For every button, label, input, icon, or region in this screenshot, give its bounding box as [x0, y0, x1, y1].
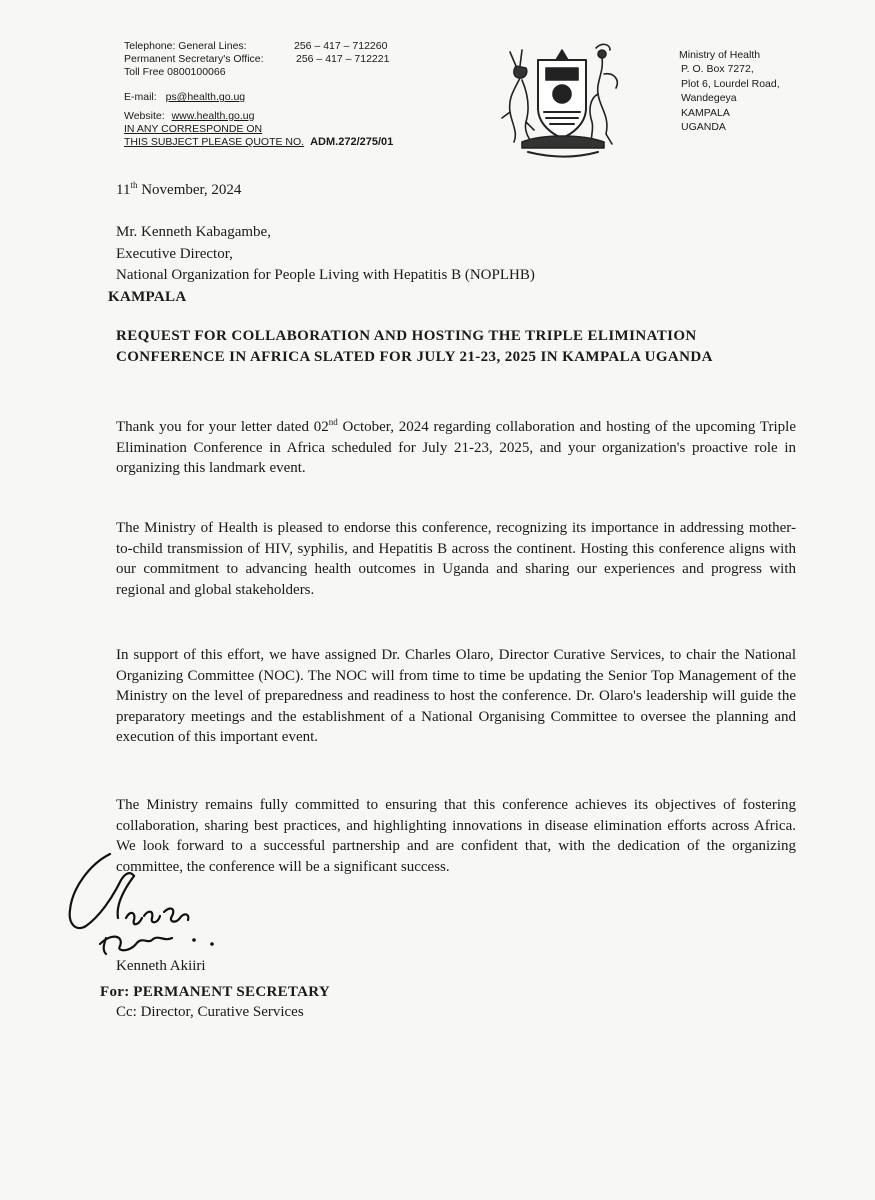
paragraph-1-part-a: Thank you for your letter dated 02	[116, 419, 329, 435]
correspondence-line-1: IN ANY CORRESPONDE ON	[124, 123, 263, 135]
ps-office-row	[124, 53, 393, 66]
general-lines-number: 256 – 417 – 712260	[294, 40, 388, 52]
email-link[interactable]: ps@health.go.ug	[165, 91, 246, 103]
cc-line: Cc: Director, Curative Services	[116, 1004, 304, 1020]
general-lines-label: Telephone: General Lines:	[124, 40, 247, 52]
website-label: Website:	[124, 110, 165, 122]
paragraph-2: The Ministry of Health is pleased to endorse this conference, recognizing its importance in addressing mother-to-child transmission of HIV, syphilis, and Hepatitis B across the continent. Hosting this conference aligns with our commitment to advancing health outcomes in Uganda and sharing our experiences and progress with regional and global stakeholders.	[116, 520, 796, 598]
paragraph-1	[116, 412, 796, 479]
email-label: E-mail:	[124, 91, 157, 103]
address-line: UGANDA	[681, 121, 726, 134]
paragraph-3: In support of this effort, we have assigned Dr. Charles Olaro, Director Curative Services, to chair the National Organizing Committee (NOC). The NOC will from time to time be updating the Senior Top Management of the Ministry on the level of preparedness and readiness to host the conference. Dr. Olaro's leadership will guide the preparatory meetings and the establishment of a National Organising Committee to oversee the planning and execution of this important event.	[116, 647, 796, 745]
recipient-block	[108, 222, 535, 308]
address-line: P. O. Box 7272,	[681, 63, 754, 76]
ps-office-label: Permanent Secretary's Office:	[124, 53, 264, 65]
uganda-coat-of-arms-icon	[492, 38, 632, 158]
website-row	[124, 110, 393, 123]
paragraph-4: The Ministry remains fully committed to ensuring that this conference achieves its objectives of fostering collaboration, sharing best practices, and highlighting innovations in disease elimination efforts across Africa. We look forward to a successful partnership and are confident that, with the dedication of the organizing committee, the conference will be a significant success.	[116, 797, 796, 875]
for-prefix: For:	[100, 984, 130, 1000]
correspondence-line-2: THIS SUBJECT PLEASE QUOTE NO.	[124, 136, 305, 148]
date-rest: November, 2024	[137, 182, 242, 198]
reference-line	[124, 136, 393, 149]
recipient-title: Executive Director,	[116, 245, 233, 262]
date-day: 11	[116, 182, 131, 198]
recipient-organization: National Organization for People Living with Hepatitis B (NOPLHB)	[116, 267, 535, 283]
recipient-name: Mr. Kenneth Kabagambe,	[116, 224, 271, 240]
date-suffix: th	[130, 180, 138, 190]
address-line: Ministry of Health	[679, 49, 761, 61]
handwritten-signature	[60, 840, 260, 960]
ps-office-number: 256 – 417 – 712221	[296, 53, 390, 65]
address-line: Wandegeya	[681, 92, 737, 105]
reference-number: ADM.272/275/01	[310, 136, 394, 148]
recipient-city: KAMPALA	[108, 288, 187, 305]
for-title: PERMANENT SECRETARY	[133, 984, 330, 1000]
letter-date	[116, 180, 241, 199]
toll-free: Toll Free 0800100066	[124, 66, 226, 78]
signatory-line	[100, 984, 330, 1001]
website-link[interactable]: www.health.go.ug	[171, 110, 255, 122]
contact-block	[124, 40, 393, 149]
general-lines-row	[124, 40, 393, 53]
address-line: Plot 6, Lourdel Road,	[681, 77, 780, 90]
email-row	[124, 91, 393, 104]
signer-name: Kenneth Akiiri	[116, 958, 206, 974]
ministry-address	[679, 48, 780, 134]
paragraph-1-sup: nd	[328, 417, 338, 427]
letter-subject: REQUEST FOR COLLABORATION AND HOSTING THE TRIPLE ELIMINATION CONFERENCE IN AFRICA SLATED FOR JULY 21-23, 2025 IN KAMPALA UGANDA	[116, 328, 713, 365]
paragraph-1-part-b: October, 2024 regarding collaboration and hosting of the upcoming Triple Elimination Conference in Africa scheduled for July 21-23, 2025, and your organization's proactive role in organizing this landmark event.	[116, 419, 796, 476]
address-line: KAMPALA	[681, 106, 730, 119]
